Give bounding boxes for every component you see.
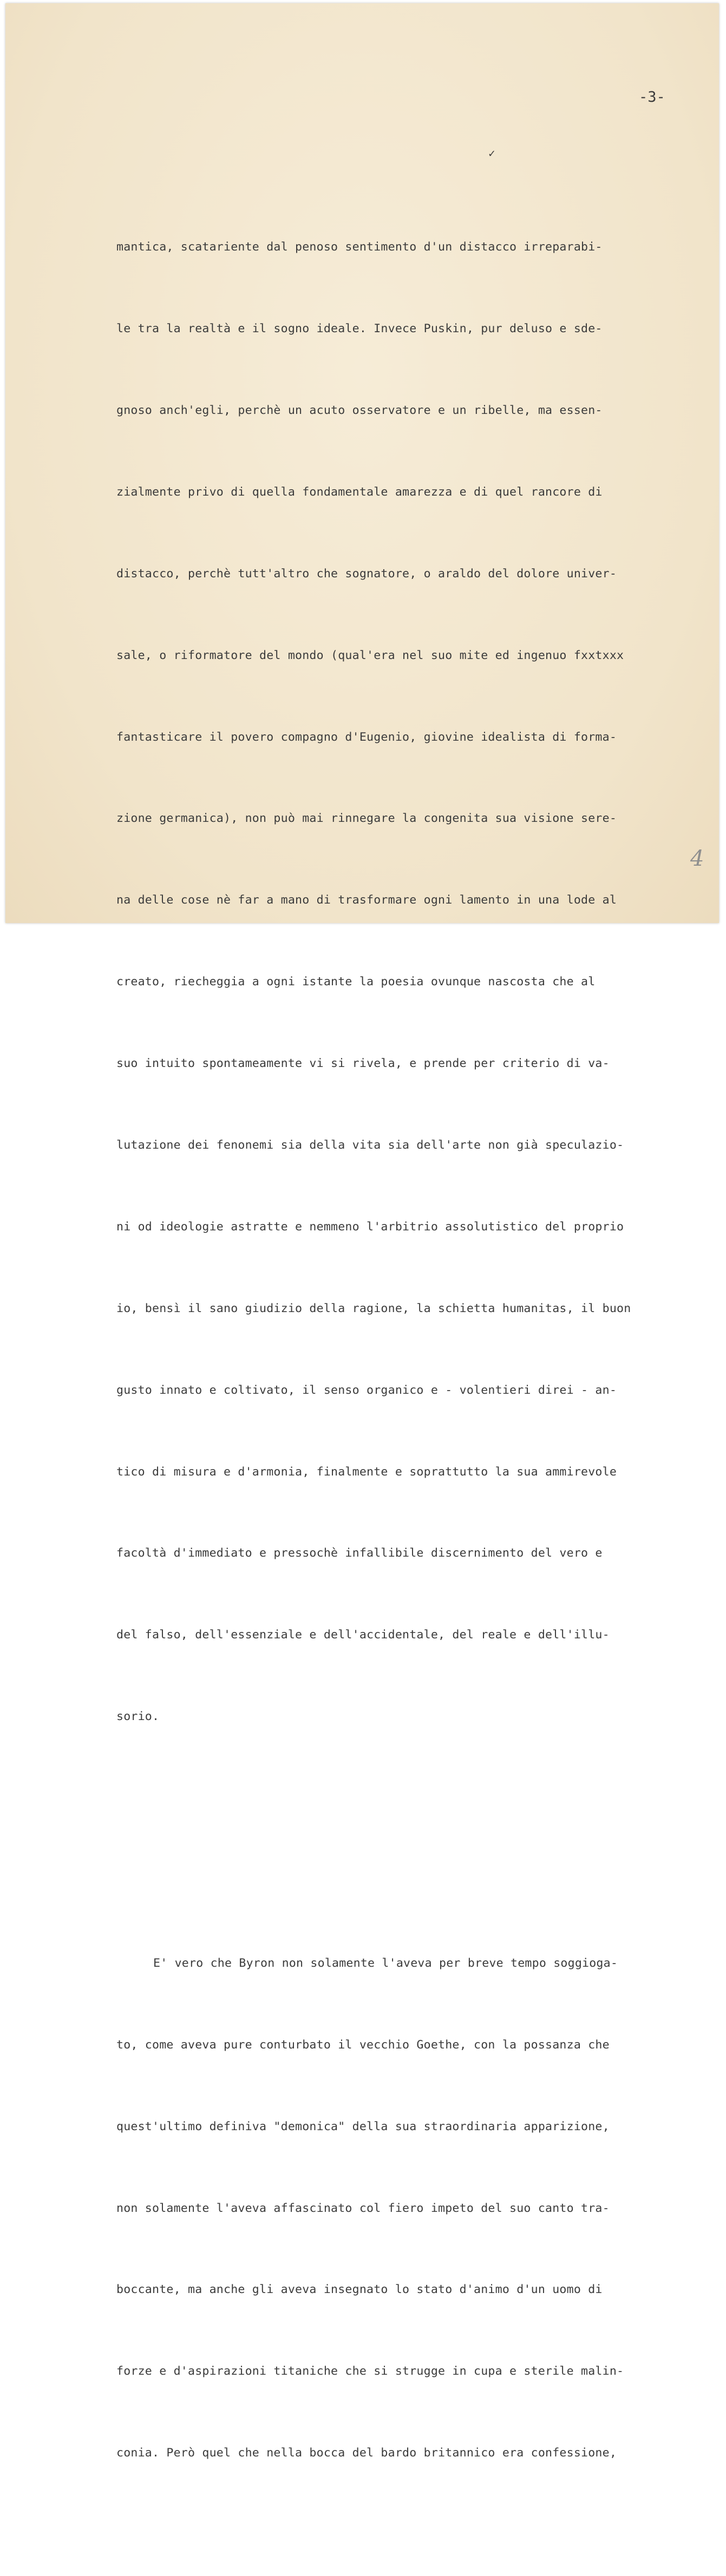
text-line: creato, riecheggia a ogni istante la poesia ovunque nascosta che al	[116, 975, 596, 989]
text-line: distacco, perchè tutt'altro che sognatore, o araldo del dolore univer-	[116, 566, 617, 581]
typewritten-page	[5, 3, 719, 2460]
text-line: le tra la realtà e il sogno ideale. Invece Puskin, pur deluso e sde-	[116, 322, 603, 336]
handwritten-check-mark: ✓	[488, 148, 496, 160]
text-line: facoltà d'immediato e pressochè infallibile discernimento del vero e	[116, 1546, 603, 1560]
text-line: boccante, ma anche gli aveva insegnato lo stato d'animo d'un uomo di	[116, 2283, 603, 2297]
paragraph-1	[116, 180, 707, 1786]
text-line: E' vero che Byron non solamente l'aveva per breve tempo soggioga-	[153, 1956, 618, 1970]
text-line: zione germanica), non può mai rinnegare la congenita sua visione sere-	[116, 812, 617, 826]
text-line: mantica, scatariente dal penoso sentimento d'un distacco irreparabi-	[116, 240, 603, 254]
text-line: quest'ultimo definiva "demonica" della sua straordinaria apparizione,	[116, 2119, 610, 2133]
page-number: -3-	[639, 89, 665, 106]
text-line: gusto innato e coltivato, il senso organico e - volentieri direi - an-	[116, 1383, 617, 1397]
text-line: forze e d'aspirazioni titaniche che si strugge in cupa e sterile malin-	[116, 2364, 624, 2379]
text-line: non solamente l'aveva affascinato col fiero impeto del suo canto tra-	[116, 2201, 610, 2215]
text-line: lutazione dei fenonemi sia della vita sia dell'arte non già speculazio-	[116, 1138, 624, 1152]
text-line: to, come aveva pure conturbato il vecchio Goethe, con la possanza che	[116, 2038, 610, 2052]
text-line: io, bensì il sano giudizio della ragione, la schietta humanitas, il buon	[116, 1301, 631, 1315]
body-text	[116, 125, 707, 2576]
text-line: conia. Però quel che nella bocca del bardo britannico era confessione,	[116, 2446, 617, 2460]
text-line: fantasticare il povero compagno d'Eugenio, giovine idealista di forma-	[116, 730, 617, 744]
text-line: gnoso anch'egli, perchè un acuto osservatore e un ribelle, ma essen-	[116, 403, 603, 417]
handwritten-folio-number: 4	[690, 846, 704, 871]
text-line: tico di misura e d'armonia, finalmente e soprattutto la sua ammirevole	[116, 1465, 617, 1479]
text-line: zialmente privo di quella fondamentale amarezza e di quel rancore di	[116, 485, 603, 499]
text-line: na delle cose nè far a mano di trasformare ogni lamento in una lode al	[116, 893, 617, 907]
text-line: suo intuito spontameamente vi si rivela, e prende per criterio di va-	[116, 1057, 610, 1071]
text-line: sale, o riformatore del mondo (qual'era nel suo mite ed ingenuo fxxtxxx	[116, 648, 624, 662]
text-line: ni od ideologie astratte e nemmeno l'arbitrio assolutistico del proprio	[116, 1220, 624, 1234]
text-line: sorio.	[116, 1710, 160, 1724]
paragraph-2	[116, 1895, 707, 2521]
text-line: del falso, dell'essenziale e dell'accidentale, del reale e dell'illu-	[116, 1628, 610, 1642]
